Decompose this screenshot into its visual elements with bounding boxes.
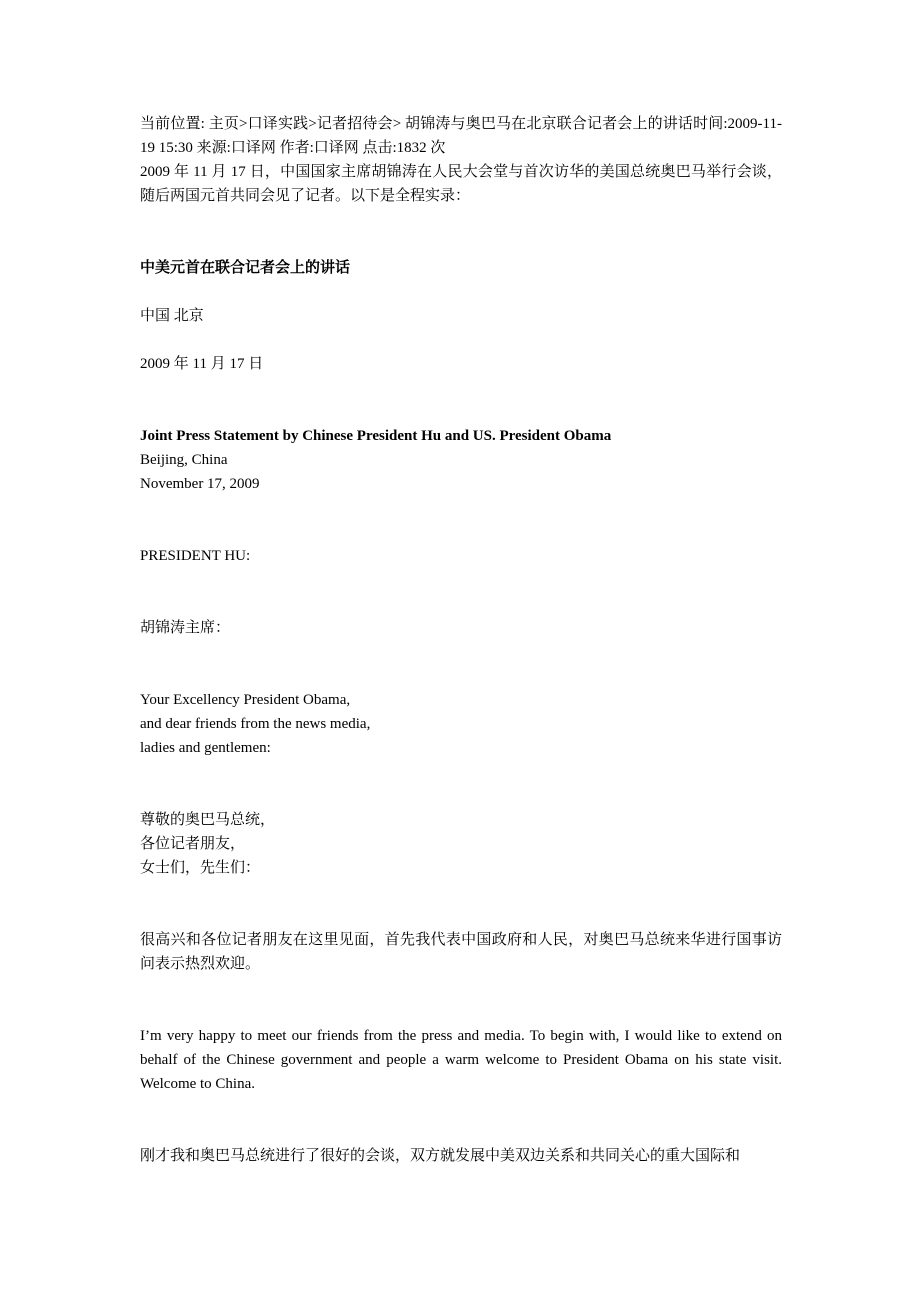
greeting-zh-line: 女士们，先生们：	[140, 860, 261, 876]
en-title: Joint Press Statement by Chinese President Hu and US. President Obama	[140, 428, 612, 444]
greeting-zh-line: 尊敬的奥巴马总统，	[140, 812, 276, 828]
en-place: Beijing, China	[140, 452, 228, 468]
speaker-zh: 胡锦涛主席：	[140, 620, 231, 636]
document-body	[140, 112, 782, 1168]
zh-place: 中国 北京	[140, 308, 204, 324]
intro-paragraph: 2009 年 11 月 17 日，中国国家主席胡锦涛在人民大会堂与首次访华的美国总统奥巴马举行会谈，随后两国元首共同会见了记者。以下是全程实录：	[140, 164, 782, 204]
greeting-zh-line: 各位记者朋友，	[140, 836, 246, 852]
zh-title: 中美元首在联合记者会上的讲话	[140, 260, 351, 276]
paragraph-en-1: I’m very happy to meet our friends from the press and media. To begin with, I would like to extend on behalf of the Chinese government and people a warm welcome to President Obama on his state visit. Welcome to China.	[140, 1028, 782, 1092]
greeting-en	[140, 688, 782, 760]
greeting-zh	[140, 808, 782, 880]
speaker-en: PRESIDENT HU:	[140, 548, 251, 564]
en-date: November 17, 2009	[140, 476, 260, 492]
greeting-en-line: and dear friends from the news media,	[140, 716, 371, 732]
breadcrumb: 当前位置: 主页>口译实践>记者招待会> 胡锦涛与奥巴马在北京联合记者会上的讲话时间:2009-11-19 15:30 来源:口译网 作者:口译网 点击:1832 次	[140, 116, 782, 156]
greeting-en-line: Your Excellency President Obama,	[140, 692, 351, 708]
paragraph-zh-2: 刚才我和奥巴马总统进行了很好的会谈，双方就发展中美双边关系和共同关心的重大国际和	[140, 1148, 741, 1164]
zh-date: 2009 年 11 月 17 日	[140, 356, 264, 372]
greeting-en-line: ladies and gentlemen:	[140, 740, 271, 756]
paragraph-zh-1: 很高兴和各位记者朋友在这里见面，首先我代表中国政府和人民，对奥巴马总统来华进行国事访问表示热烈欢迎。	[140, 932, 782, 972]
